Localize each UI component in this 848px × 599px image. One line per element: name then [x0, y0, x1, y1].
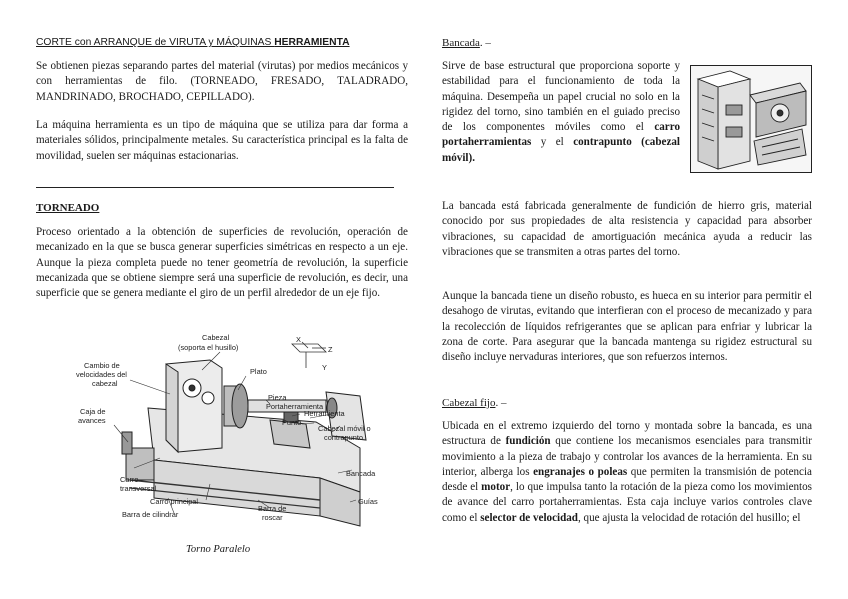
label-cambio-1: Cambio de	[84, 361, 120, 370]
label-barra-roscar-1: Barra de	[258, 504, 287, 513]
label-caja-2: avances	[78, 416, 106, 425]
label-cambio-3: cabezal	[92, 379, 118, 388]
label-caja-1: Caja de	[80, 407, 106, 416]
axis-x-label: X	[296, 335, 301, 344]
label-cabezal-sub: (soporta el husillo)	[178, 343, 239, 352]
label-guias: Guías	[358, 497, 378, 506]
cabezal-fijo-heading: Cabezal fijo. –	[442, 397, 507, 409]
bancada-illustration	[690, 65, 812, 173]
label-barra-roscar-2: roscar	[262, 513, 283, 522]
axis-y-label: Y	[322, 363, 327, 372]
figure-caption: Torno Paralelo	[186, 544, 251, 555]
label-barra-cilindrar: Barra de cilindrar	[122, 510, 179, 519]
label-cambio-2: velocidades del	[76, 370, 127, 379]
label-pieza: Pieza	[268, 393, 287, 402]
lathe-diagram	[70, 330, 400, 530]
label-plato: Plato	[250, 367, 267, 376]
axis-indicator	[292, 335, 333, 372]
label-carro-t-1: Carro	[120, 475, 139, 484]
label-punto: Punto	[282, 418, 302, 427]
intro-paragraph: Se obtienen piezas separando partes del material (virutas) por medios mecánicos y con herramientas de filo. (TORNEADO, FRESADO, TALADRADO, MANDRINADO, BROCHADO, CEPILLADO).	[36, 60, 408, 103]
bancada-paragraph-1: Sirve de base estructural que proporciona soporte y estabilidad para el funcionamiento de toda la máquina. Desempeña un papel crucial no solo en la rigidez del torno, sino también en el guiado preciso de los componentes móviles como el carro portaherramientas y el contrapunto (cabezal móvil).	[442, 60, 680, 164]
machine-tool-paragraph: La máquina herramienta es un tipo de máquina que se utiliza para dar forma a materiales sólidos, principalmente metales. Su característica principal es la falta de movilidad, suelen ser máquinas estacionarias.	[36, 119, 408, 162]
torneado-paragraph: Proceso orientado a la obtención de superficies de revolución, operación de mecanizado en la que se busca generar superficies simétricas en respecto a un eje. Aunque la pieza completa puede no tener geometría de revolución, la superficie mecanizada que se obtiene siempre será una superficie de revolución, es decir, una superficie que se genera mediante el giro de un perfil alrededor de un eje fijo.	[36, 226, 408, 300]
section-heading-torneado: TORNEADO	[36, 202, 100, 214]
label-portaherramienta: Portaherramienta	[266, 402, 324, 411]
section-divider	[36, 187, 394, 188]
label-movil-1: Cabezal móvil o	[318, 424, 371, 433]
document-title: CORTE con ARRANQUE de VIRUTA y MÁQUINAS HERRAMIENTA	[36, 37, 350, 48]
label-carro-principal: Carro principal	[150, 497, 199, 506]
bancada-paragraph-2: La bancada está fabricada generalmente de fundición de hierro gris, material conocido por sus propiedades de alta resistencia y capacidad para absorber vibraciones, su capacidad de amortiguación mecánica ayuda a reducir las vibraciones que se transmiten a otras partes del torno.	[442, 200, 812, 258]
label-carro-t-2: transversal	[120, 484, 157, 493]
bancada-heading: Bancada. –	[442, 37, 491, 49]
label-movil-2: contrapunto	[324, 433, 364, 442]
axis-z-label: Z	[328, 345, 333, 354]
bancada-paragraph-3: Aunque la bancada tiene un diseño robusto, es hueca en su interior para permitir el desahogo de virutas, evitando que interfieran con el proceso de mecanizado y para la recolección de líquidos refrigerantes que se aplican para enfriar y lubricar la zona de corte. Para asegurar que la bancada mantenga su rigidez estructural su diseño incluye nervaduras interiores, que son refuerzos internos.	[442, 290, 812, 364]
label-bancada: Bancada	[346, 469, 376, 478]
label-cabezal: Cabezal	[202, 333, 230, 342]
label-herramienta: Herramienta	[304, 409, 345, 418]
cabezal-fijo-paragraph: Ubicada en el extremo izquierdo del torno y montada sobre la bancada, es una estructura de fundición que contiene los mecanismos esenciales para transmitir movimiento a la pieza de trabajo y controlar los avances de la herramienta. En su interior, alberga los engranajes o poleas que permiten la transmisión de potencia desde el motor, lo que impulsa tanto la rotación de la pieza como los movimientos de avance del carro portaherramientas. Esta caja incluye varios controles clave como el selector de velocidad, que ajusta la velocidad de rotación del husillo; el	[442, 420, 812, 524]
